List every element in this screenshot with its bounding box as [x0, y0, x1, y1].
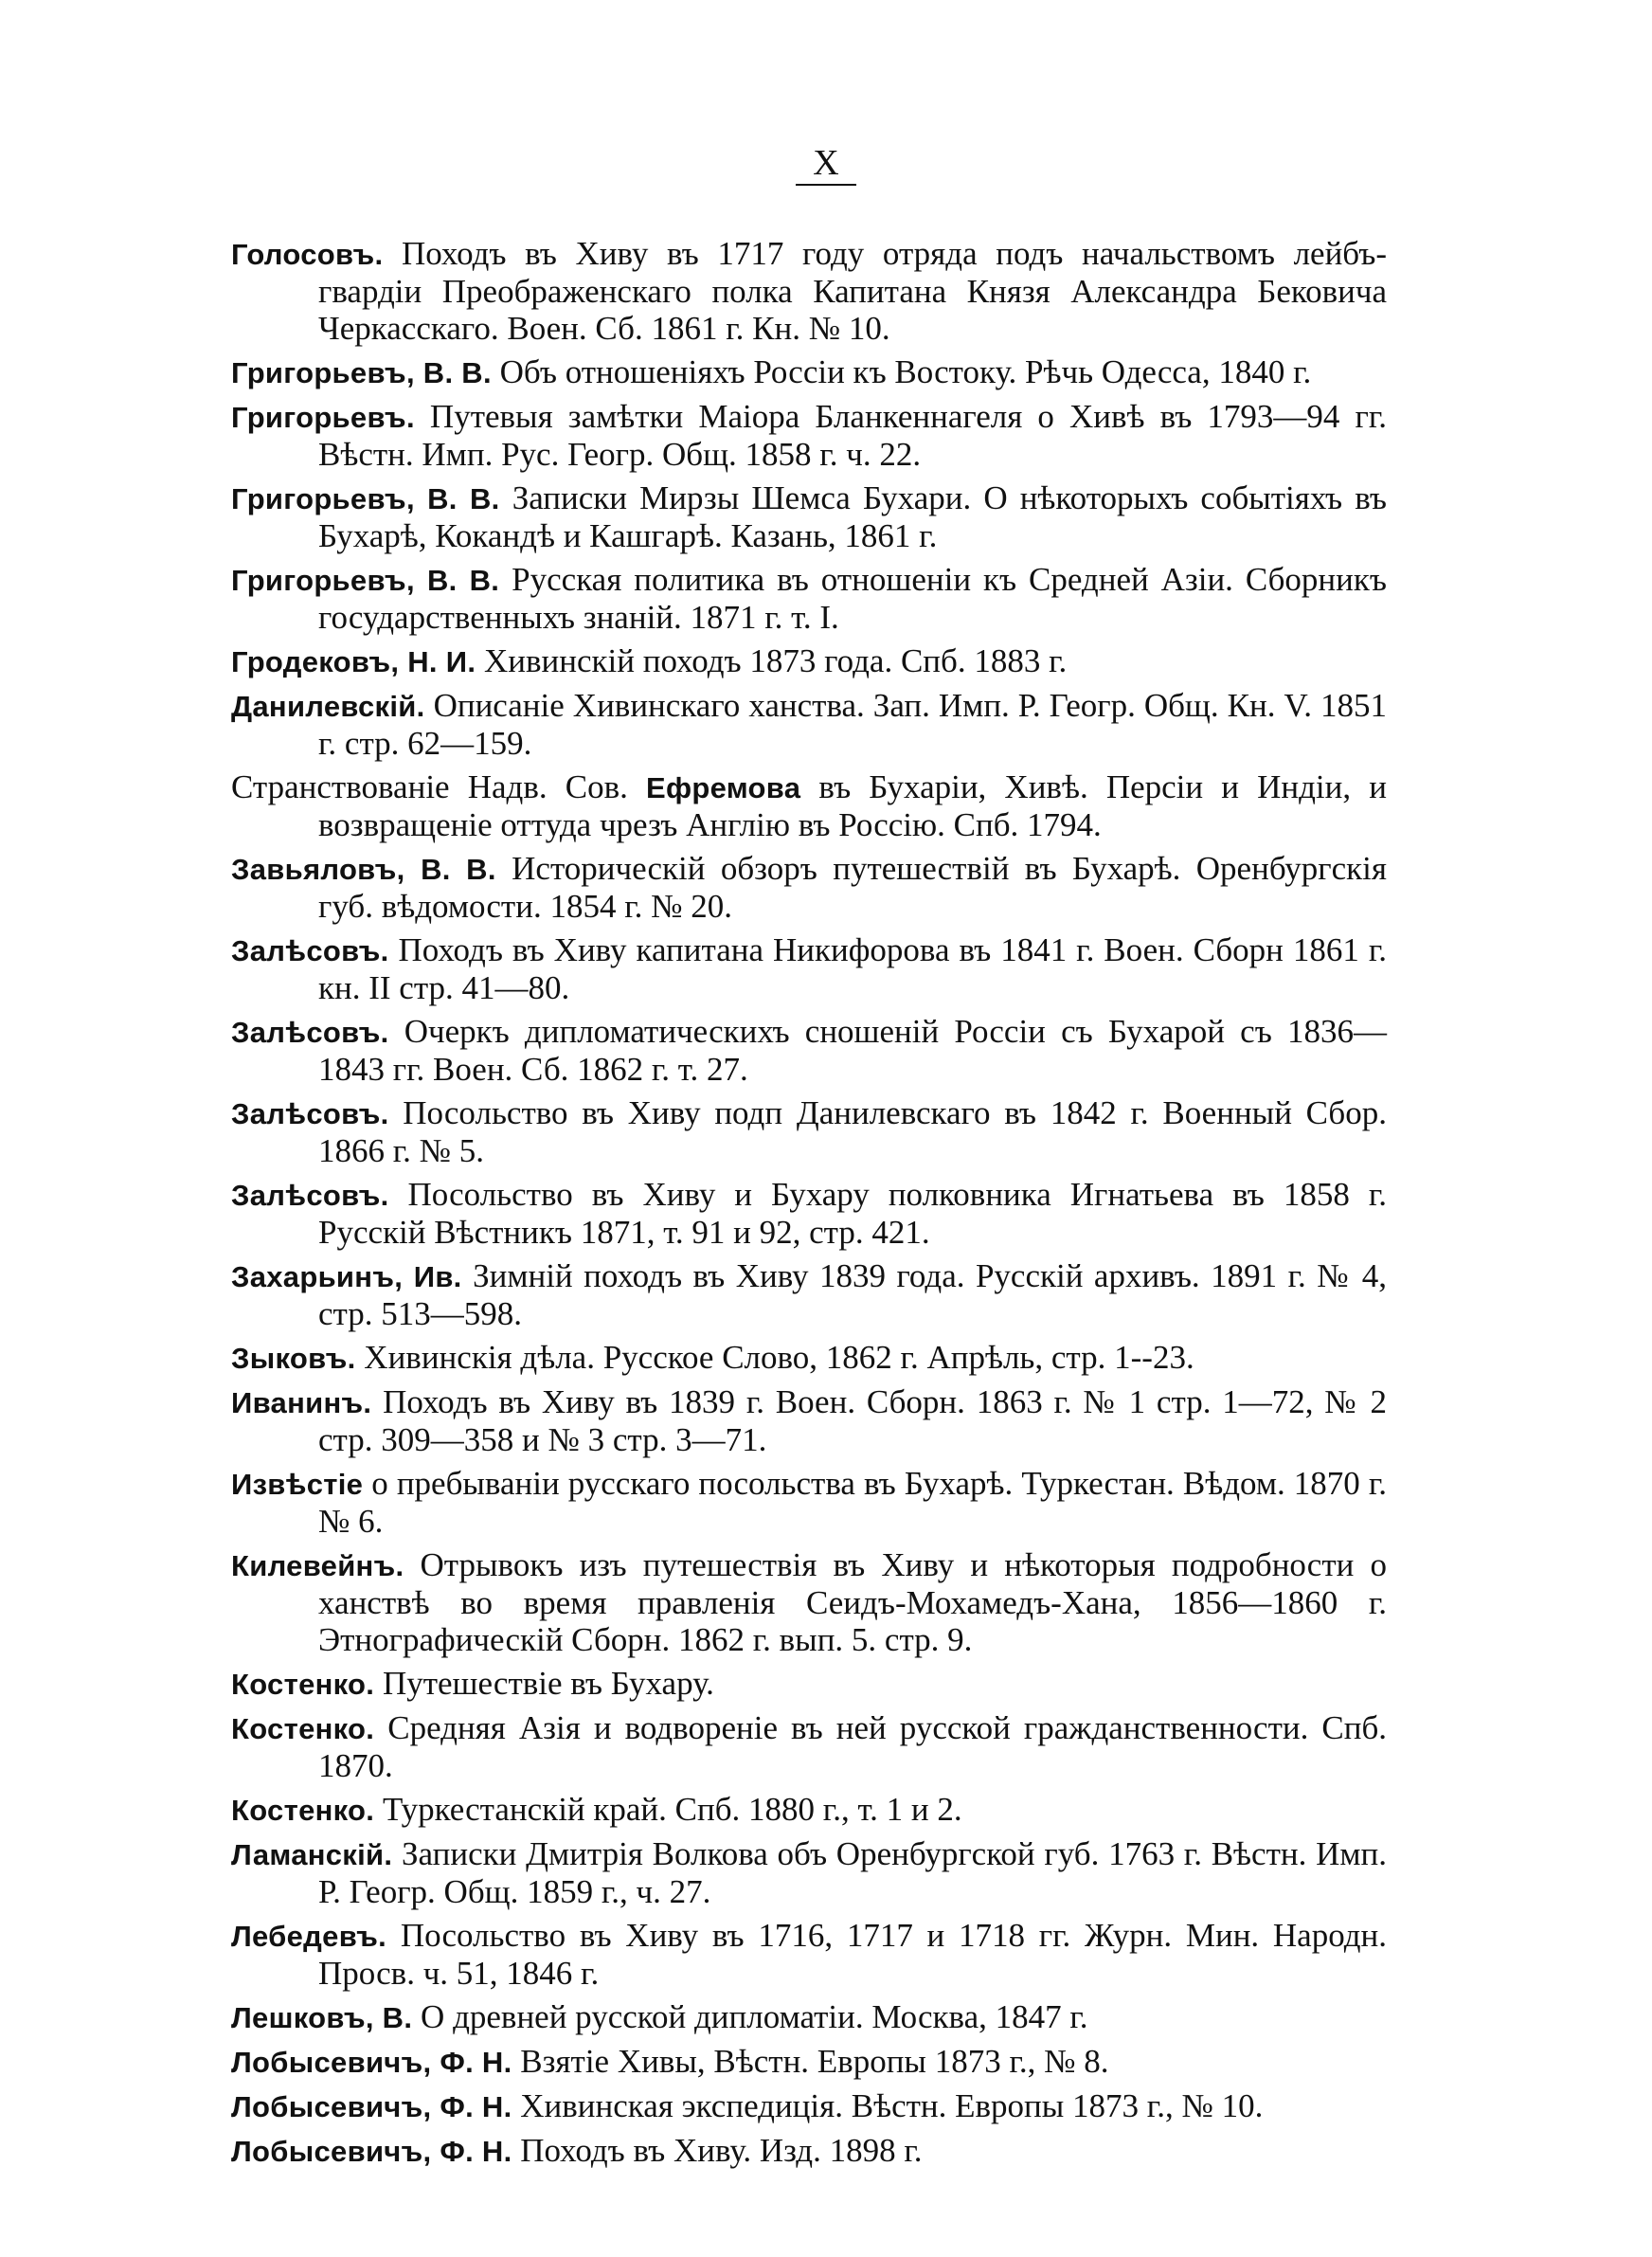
entry-author: Лобысевичъ, Ф. Н. [231, 2135, 512, 2168]
entry-text: Объ отношеніяхъ Россіи къ Востоку. Рѣчь Одесса, 1840 г. [491, 353, 1312, 390]
entry-author: Иванинъ. [231, 1386, 372, 1419]
bibliography-entry [231, 2132, 1387, 2170]
entry-text: Историческій обзоръ путешествій въ Бухарѣ. Оренбургскія губ. вѣдомости. 1854 г. № 20. [318, 850, 1388, 925]
bibliography-entry [231, 1094, 1387, 1169]
entry-text: Походъ въ Хиву въ 1839 г. Воен. Сборн. 1863 г. № 1 стр. 1—72, № 2 стр. 309—358 и № 3 стр. 3—71. [318, 1383, 1387, 1458]
entry-text: Походъ въ Хиву капитана Никифорова въ 1841 г. Воен. Сборн 1861 г. кн. II стр. 41—80. [318, 931, 1387, 1006]
entry-text: Хивинскій походъ 1873 года. Спб. 1883 г. [476, 642, 1068, 679]
entry-author: Голосовъ. [231, 238, 384, 271]
entry-text: Путешествіе въ Бухару. [374, 1665, 714, 1702]
bibliography-entry [231, 1013, 1387, 1088]
bibliography-entry [231, 398, 1387, 473]
bibliography-entry [231, 1998, 1387, 2036]
entry-text: въ Бухаріи, Хивѣ. Персіи и Индіи, и возвращеніе оттуда чрезъ Англію въ Россію. Спб. 1794. [318, 768, 1387, 843]
entry-author: Захарьинъ, Ив. [231, 1260, 462, 1293]
entry-text: Отрывокъ изъ путешествія въ Хиву и нѣкоторыя подробности о ханствѣ во время правленія Сеидъ-Мохамедъ-Хана, 1856—1860 г. Этнографическій Сборн. 1862 г. вып. 5. стр. 9. [318, 1546, 1387, 1658]
entry-author: Зыковъ. [231, 1342, 356, 1375]
bibliography-entry [231, 1546, 1387, 1658]
entry-author: Костенко. [231, 1668, 375, 1701]
entry-author: Данилевскій. [231, 690, 425, 723]
entry-author: Извѣстіе [231, 1468, 364, 1501]
entry-author: Григорьевъ, В. В. [231, 482, 500, 515]
bibliography-entry [231, 931, 1387, 1006]
bibliography-entry [231, 1383, 1387, 1458]
bibliography-list [231, 235, 1387, 2176]
entry-author: Ламанскій. [231, 1838, 393, 1871]
entry-text: Посольство въ Хиву и Бухару полковника Игнатьева въ 1858 г. Русскій Вѣстникъ 1871, т. 91 и 92, стр. 421. [318, 1176, 1387, 1251]
bibliography-entry [231, 1176, 1387, 1251]
entry-text: Взятіе Хивы, Вѣстн. Европы 1873 г., № 8. [512, 2043, 1109, 2080]
page-number-text: X [796, 142, 855, 186]
bibliography-entry [231, 235, 1387, 347]
entry-author: Залѣсовъ. [231, 1179, 389, 1212]
entry-author: Григорьевъ. [231, 401, 415, 434]
bibliography-entry [231, 642, 1387, 680]
entry-text: о пребываніи русскаго посольства въ Бухарѣ. Туркестан. Вѣдом. 1870 г. № 6. [318, 1465, 1387, 1540]
entry-text: Походъ въ Хиву въ 1717 году отряда подъ начальствомъ лейбъ-гвардіи Преображенскаго полка Капитана Князя Александра Бековича Черкасскаго. Воен. Сб. 1861 г. Кн. № 10. [318, 235, 1387, 347]
entry-text: Туркестанскій край. Спб. 1880 г., т. 1 и 2. [374, 1791, 962, 1828]
entry-author: Григорьевъ, В. В. [231, 564, 500, 597]
bibliography-entry [231, 1339, 1387, 1377]
entry-author: Лобысевичъ, Ф. Н. [231, 2090, 512, 2123]
entry-text: Путевыя замѣтки Маіора Бланкеннагеля о Хивѣ въ 1793—94 гг. Вѣстн. Имп. Рус. Геогр. Общ. 1858 г. ч. 22. [318, 398, 1387, 473]
bibliography-entry [231, 561, 1387, 636]
bibliography-entry [231, 1791, 1387, 1829]
bibliography-entry [231, 479, 1387, 554]
entry-prefix: Странствованіе Надв. Сов. [231, 768, 646, 805]
entry-text: Русская политика въ отношеніи къ Средней Азіи. Сборникъ государственныхъ знаній. 1871 г. т. I. [318, 561, 1388, 636]
entry-author: Лебедевъ. [231, 1920, 387, 1953]
bibliography-entry [231, 1835, 1387, 1910]
entry-text: Записки Дмитрія Волкова объ Оренбургской губ. 1763 г. Вѣстн. Имп. Р. Геогр. Общ. 1859 г., ч. 27. [318, 1835, 1387, 1910]
bibliography-entry [231, 1665, 1387, 1703]
entry-author: Килевейнъ. [231, 1549, 404, 1582]
bibliography-entry [231, 1257, 1387, 1332]
bibliography-entry [231, 2043, 1387, 2081]
bibliography-entry [231, 687, 1387, 762]
entry-author: Григорьевъ, В. В. [231, 356, 492, 389]
entry-text: Посольство въ Хиву въ 1716, 1717 и 1718 гг. Журн. Мин. Народн. Просв. ч. 51, 1846 г. [318, 1917, 1387, 1992]
entry-text: Посольство въ Хиву подп Данилевскаго въ 1842 г. Военный Сбор. 1866 г. № 5. [318, 1094, 1387, 1169]
entry-author: Ефремова [645, 771, 801, 804]
entry-author: Гродековъ, Н. И. [231, 645, 476, 678]
bibliography-entry [231, 2087, 1387, 2125]
bibliography-entry [231, 1465, 1387, 1540]
entry-text: Очеркъ дипломатическихъ сношеній Россіи съ Бухарой съ 1836—1843 гг. Воен. Сб. 1862 г. т. 27. [318, 1013, 1387, 1088]
entry-author: Лешковъ, В. [231, 2001, 413, 2034]
bibliography-entry [231, 1709, 1387, 1784]
entry-text: Хивинская экспедиція. Вѣстн. Европы 1873 г., № 10. [512, 2087, 1264, 2124]
bibliography-entry [231, 768, 1387, 843]
entry-text: Походъ въ Хиву. Изд. 1898 г. [512, 2132, 923, 2169]
bibliography-entry [231, 1917, 1387, 1992]
entry-author: Лобысевичъ, Ф. Н. [231, 2046, 512, 2079]
entry-author: Костенко. [231, 1712, 375, 1745]
entry-text: Средняя Азія и водвореніе въ ней русской гражданственности. Спб. 1870. [318, 1709, 1387, 1784]
entry-author: Залѣсовъ. [231, 1097, 389, 1130]
entry-text: Записки Мирзы Шемса Бухари. О нѣкоторыхъ событіяхъ въ Бухарѣ, Кокандѣ и Кашгарѣ. Казань, 1861 г. [318, 479, 1388, 554]
entry-author: Залѣсовъ. [231, 934, 389, 967]
entry-author: Костенко. [231, 1794, 375, 1827]
entry-author: Завьяловъ, В. В. [231, 853, 496, 886]
entry-author: Залѣсовъ. [231, 1016, 389, 1049]
page-number [0, 142, 1652, 186]
entry-text: О древней русской дипломатіи. Москва, 1847 г. [412, 1998, 1088, 2035]
entry-text: Зимній походъ въ Хиву 1839 года. Русскій архивъ. 1891 г. № 4, стр. 513—598. [318, 1257, 1387, 1332]
bibliography-entry [231, 850, 1387, 925]
entry-text: Хивинскія дѣла. Русское Слово, 1862 г. Апрѣль, стр. 1--23. [355, 1339, 1194, 1376]
bibliography-entry [231, 353, 1387, 391]
entry-text: Описаніе Хивинскаго ханства. Зап. Имп. Р. Геогр. Общ. Кн. V. 1851 г. стр. 62—159. [318, 687, 1387, 762]
